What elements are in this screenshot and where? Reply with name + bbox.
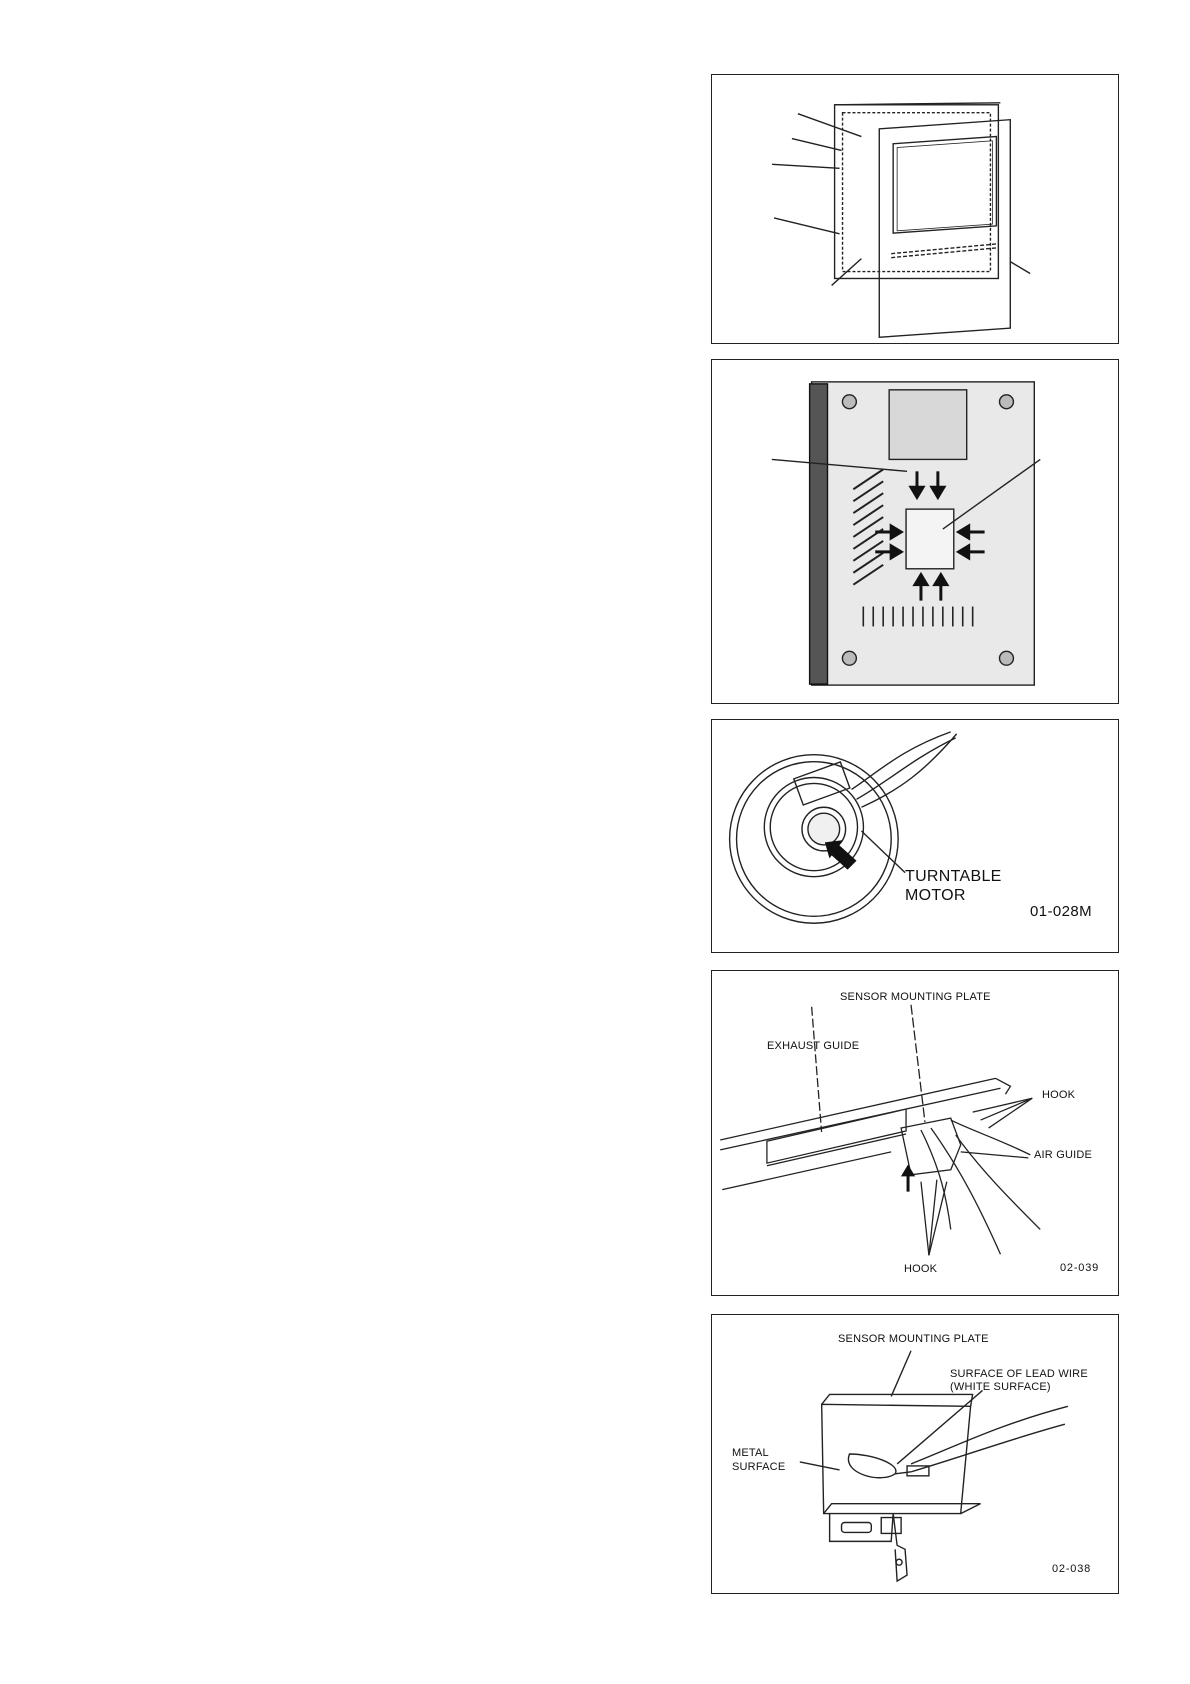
turntable-motor-figure-code: 01-028M [1030,903,1093,920]
figure-bottom-plate [711,359,1119,704]
metal-surface-label-line2: SURFACE [732,1461,786,1473]
lead-wire-surface-label-line1: SURFACE OF LEAD WIRE [950,1368,1088,1380]
sensor-mounting-illustration [712,971,1118,1295]
bottom-plate-illustration [712,360,1118,703]
exhaust-guide-label: EXHAUST GUIDE [767,1040,860,1052]
sensor-mounting-figure-code: 02-039 [1060,1262,1100,1274]
sensor-detail-figure-code: 02-038 [1052,1563,1092,1575]
air-guide-label: AIR GUIDE [1034,1149,1093,1161]
figure-turntable-motor [711,719,1119,953]
figure-sensor-detail [711,1314,1119,1594]
figure-sensor-mounting [711,970,1119,1296]
hook-label-right: HOOK [1042,1089,1076,1101]
metal-surface-label-line1: METAL [732,1447,769,1459]
sensor-mounting-plate-label-detail: SENSOR MOUNTING PLATE [838,1333,989,1345]
figure-door-frame [711,74,1119,344]
turntable-motor-label-line1: TURNTABLE [905,868,1002,885]
door-frame-illustration [712,75,1118,343]
sensor-mounting-plate-label: SENSOR MOUNTING PLATE [840,991,991,1003]
lead-wire-surface-label-line2: (WHITE SURFACE) [950,1381,1051,1393]
turntable-motor-label-line2: MOTOR [905,887,966,904]
hook-label-bottom: HOOK [904,1263,938,1275]
sensor-detail-illustration [712,1315,1118,1593]
